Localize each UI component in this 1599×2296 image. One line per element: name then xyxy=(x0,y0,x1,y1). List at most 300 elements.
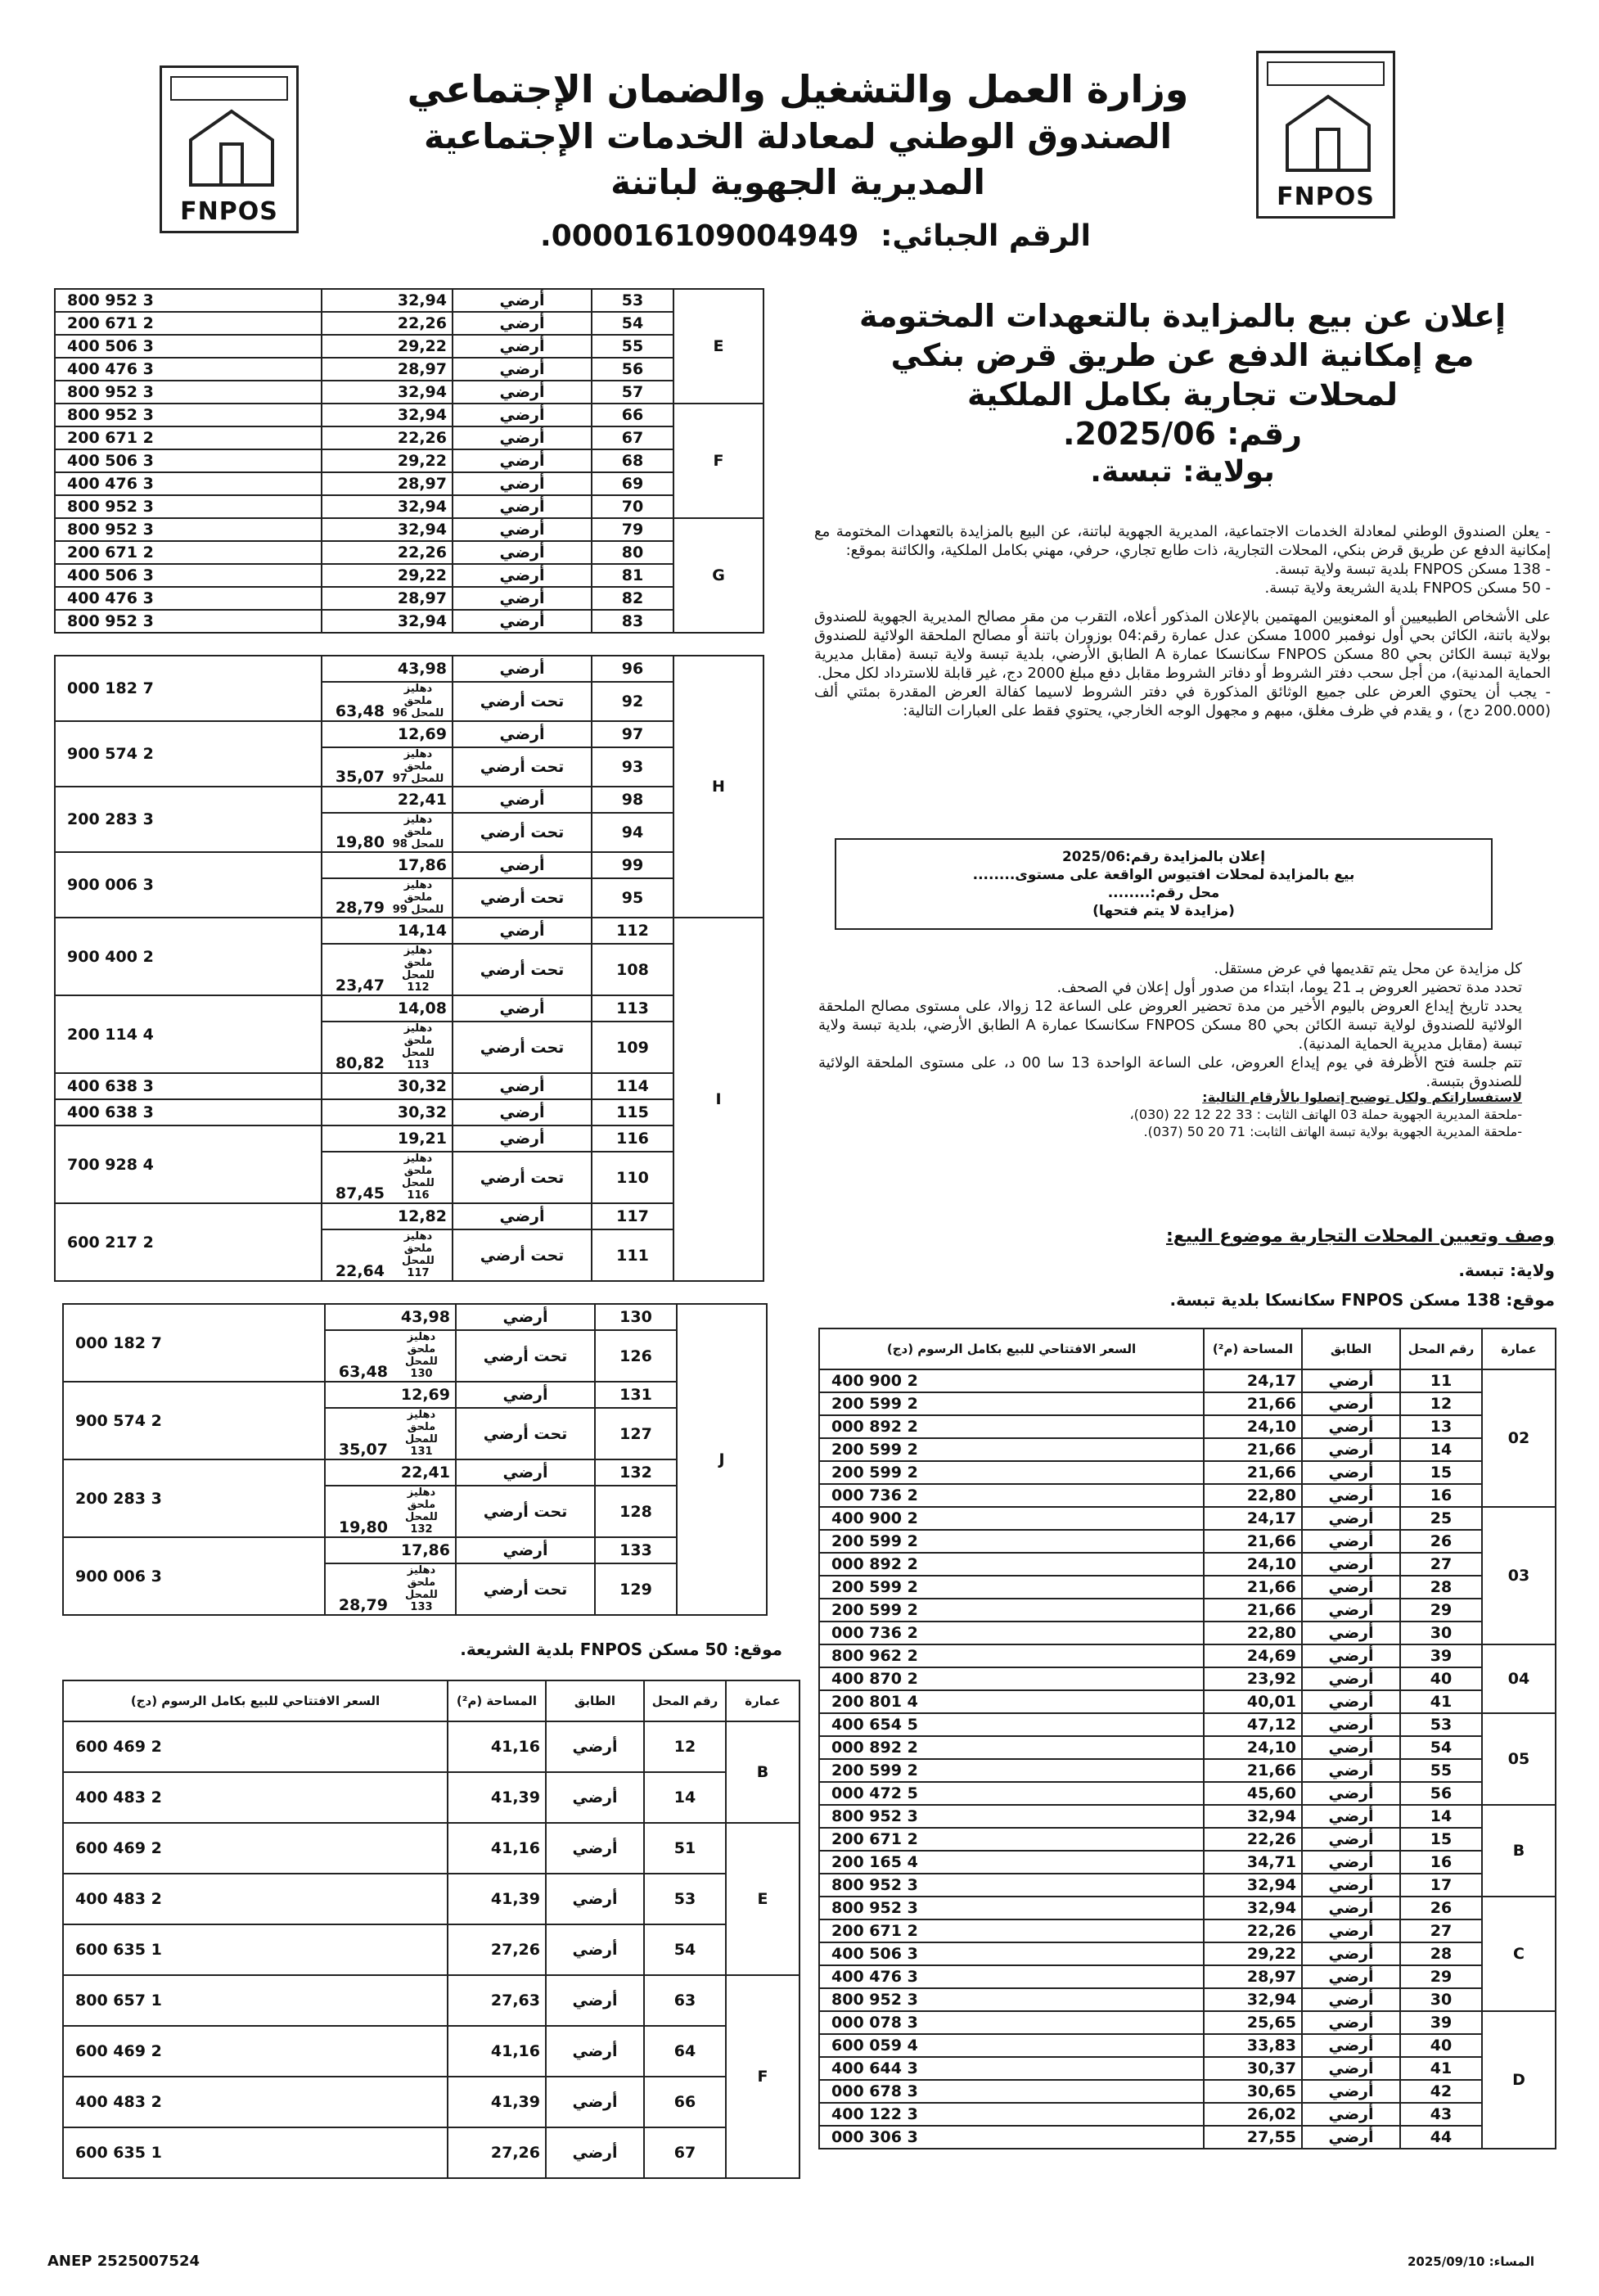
area-cell: 21,66 xyxy=(1204,1759,1302,1782)
floor-cell: أرضي xyxy=(456,1459,595,1486)
table-buildings-hi xyxy=(54,655,764,1282)
floor-cell: أرضي xyxy=(1302,1942,1400,1965)
table-row xyxy=(819,1919,1556,1942)
shop-number-cell: 15 xyxy=(1400,1828,1482,1851)
floor-cell: أرضي xyxy=(453,472,592,495)
floor-cell: أرضي xyxy=(1302,1599,1400,1622)
floor-cell: أرضي xyxy=(1302,2080,1400,2103)
building-cell: 04 xyxy=(1482,1644,1556,1713)
area-cell: 32,94 xyxy=(322,381,453,404)
area-cell: 24,10 xyxy=(1204,1553,1302,1576)
price-cell: 2 574 900 xyxy=(63,1382,325,1459)
price-cell: 3 122 400 xyxy=(819,2103,1204,2126)
floor-cell: أرضي xyxy=(1302,1828,1400,1851)
description-title: وصف وتعيين المحلات التجارية موضوع البيع: xyxy=(1165,1226,1555,1247)
table-building-j xyxy=(62,1303,768,1616)
shop-number-cell: 53 xyxy=(592,289,673,312)
floor-cell: أرضي xyxy=(546,1721,644,1772)
shop-number-cell: 57 xyxy=(592,381,673,404)
logo-text: FNPOS xyxy=(180,197,278,226)
shop-number-cell: 128 xyxy=(595,1486,677,1537)
shop-number-cell: 40 xyxy=(1400,2034,1482,2057)
shop-number-cell: 16 xyxy=(1400,1484,1482,1507)
price-cell: 2 892 000 xyxy=(819,1415,1204,1438)
shop-number-cell: 95 xyxy=(592,878,673,918)
price-cell: 2 599 200 xyxy=(819,1438,1204,1461)
shop-number-cell: 67 xyxy=(592,426,673,449)
shop-number-cell: 29 xyxy=(1400,1965,1482,1988)
table-header-cell: الطابق xyxy=(1302,1328,1400,1369)
floor-cell: أرضي xyxy=(546,1975,644,2026)
area-cell: 33,83 xyxy=(1204,2034,1302,2057)
house-logo-icon xyxy=(187,107,277,189)
shop-number-cell: 55 xyxy=(592,335,673,358)
area-cell: 40,01 xyxy=(1204,1690,1302,1713)
annex-area: 28,79 xyxy=(335,899,385,917)
table-row xyxy=(63,2077,800,2127)
area-cell xyxy=(322,1022,453,1073)
building-cell: E xyxy=(726,1823,800,1975)
price-cell: 3 476 400 xyxy=(55,472,322,495)
shop-number-cell: 56 xyxy=(1400,1782,1482,1805)
area-cell: 43,98 xyxy=(325,1304,456,1330)
shop-number-cell: 14 xyxy=(644,1772,726,1823)
shop-number-cell: 25 xyxy=(1400,1507,1482,1530)
area-cell: 22,41 xyxy=(325,1459,456,1486)
shop-number-cell: 14 xyxy=(1400,1438,1482,1461)
price-cell: 3 506 400 xyxy=(55,449,322,472)
area-cell: 43,98 xyxy=(322,656,453,682)
price-cell: 4 059 600 xyxy=(819,2034,1204,2057)
shop-number-cell: 94 xyxy=(592,813,673,852)
price-cell: 2 736 000 xyxy=(819,1484,1204,1507)
annex-note: دهليز ملحق للمحل 113 xyxy=(402,1022,435,1071)
price-cell: 3 952 800 xyxy=(819,1988,1204,2011)
price-cell: 4 801 200 xyxy=(819,1690,1204,1713)
floor-cell: أرضي xyxy=(1302,1369,1400,1392)
table-row xyxy=(55,518,763,541)
floor-cell: تحت أرضي xyxy=(456,1330,595,1382)
price-cell: 3 476 400 xyxy=(55,358,322,381)
area-cell xyxy=(325,1486,456,1537)
price-cell: 3 952 800 xyxy=(819,1805,1204,1828)
annex-area: 63,48 xyxy=(335,702,385,720)
floor-cell: أرضي xyxy=(1302,1965,1400,1988)
shop-number-cell: 29 xyxy=(1400,1599,1482,1622)
table-row xyxy=(819,1736,1556,1759)
notice-title: إعلان عن بيع بالمزايدة بالتعهدات المختومة مع إمكانية الدفع عن طريق قرض بنكي لمحلات تجارية بكامل الملكية رقم: 2025/06. بولاية: تبسة. xyxy=(859,298,1506,489)
price-cell: 2 599 200 xyxy=(819,1599,1204,1622)
price-cell: 7 182 000 xyxy=(55,656,322,721)
building-cell: 02 xyxy=(1482,1369,1556,1507)
table-row xyxy=(55,472,763,495)
area-cell: 12,69 xyxy=(325,1382,456,1408)
area-cell: 22,80 xyxy=(1204,1622,1302,1644)
shop-number-cell: 69 xyxy=(592,472,673,495)
table-row xyxy=(55,404,763,426)
table-row xyxy=(63,1382,767,1408)
shop-number-cell: 15 xyxy=(1400,1461,1482,1484)
notice-bullets: كل مزايدة عن محل يتم تقديمها في عرض مستقل. تحدد مدة تحضير العروض بـ 21 يوما، ابتداء من صدور أول إعلان في الصحف. يحدد تاريخ إيداع العروض باليوم الأخير من مدة تحضير العروض على الساعة 12 زوالا، على مستوى مصالح الملحقة الولائية للصندوق لولاية تبسة الكائن بحي 80 مسكن FNPOS سكانسكا عمارة A الطابق الأرضي، بلدية تبسة ولاية تبسة (مقابل مديرية الحماية المدنية). تتم جلسة فتح الأظرفة في يوم إيداع العروض، على الساعة الواحدة 13 سا 00 د، على مستوى الملحقة الولائية للصندوق بتبسة. xyxy=(818,960,1522,1090)
area-cell: 32,94 xyxy=(1204,1874,1302,1897)
shop-number-cell: 130 xyxy=(595,1304,677,1330)
fnpos-logo-right xyxy=(1256,51,1395,219)
table-header-row xyxy=(819,1328,1556,1369)
shop-number-cell: 110 xyxy=(592,1152,673,1203)
table-row xyxy=(55,426,763,449)
table-row xyxy=(819,1782,1556,1805)
price-cell: 2 483 400 xyxy=(63,1874,448,1924)
floor-cell: تحت أرضي xyxy=(453,1152,592,1203)
floor-cell: أرضي xyxy=(546,1924,644,1975)
area-cell: 25,65 xyxy=(1204,2011,1302,2034)
price-cell: 3 006 900 xyxy=(63,1537,325,1615)
table-row xyxy=(819,2080,1556,2103)
building-cell: E xyxy=(673,289,763,404)
table-row xyxy=(819,1438,1556,1461)
floor-cell: أرضي xyxy=(453,995,592,1022)
price-cell: 2 469 600 xyxy=(63,1823,448,1874)
building-cell: B xyxy=(726,1721,800,1823)
area-cell: 45,60 xyxy=(1204,1782,1302,1805)
shop-number-cell: 64 xyxy=(644,2026,726,2077)
area-cell: 14,08 xyxy=(322,995,453,1022)
building-cell: C xyxy=(1482,1897,1556,2011)
area-cell: 21,66 xyxy=(1204,1576,1302,1599)
shop-number-cell: 98 xyxy=(592,787,673,813)
floor-cell: تحت أرضي xyxy=(453,944,592,995)
floor-cell: أرضي xyxy=(1302,1736,1400,1759)
price-cell: 3 952 800 xyxy=(55,610,322,633)
shop-number-cell: 54 xyxy=(644,1924,726,1975)
floor-cell: أرضي xyxy=(1302,1988,1400,2011)
shop-number-cell: 27 xyxy=(1400,1919,1482,1942)
area-cell xyxy=(322,682,453,721)
area-cell: 17,86 xyxy=(322,852,453,878)
shop-number-cell: 68 xyxy=(592,449,673,472)
floor-cell: أرضي xyxy=(1302,1461,1400,1484)
price-cell: 2 599 200 xyxy=(819,1530,1204,1553)
notice-body: - يعلن الصندوق الوطني لمعادلة الخدمات الاجتماعية، المديرية الجهوية لباتنة، عن البيع بالمزايدة بالتعهدات المختومة مع إمكانية الدفع عن طريق قرض بنكي، المحلات التجارية، ذات طابع تجاري، حرفي، مهني بكامل الملكية، والكائنة بموقع: - 138 مسكن FNPOS بلدية تبسة ولاية تبسة. - 50 مسكن FNPOS بلدية الشريعة ولاية تبسة. على الأشخاص الطبيعيين أو المعنويين المهتمين بالإعلان المذكور أعلاه، التقرب من مقر مصالح المديرية الجهوية للصندوق بولاية باتنة، الكائن بحي أول نوفمبر 1000 مسكن عدل عمارة رقم:04 بوزوران باتنة أو مصالح الملحقة الولائية للصندوق بولاية تبسة الكائن بحي 80 مسكن FNPOS سكانسكا عمارة A الطابق الأرضي، بلدية تبسة ولاية تبسة (مقابل مديرية الحماية المدنية)، من أجل سحب دفتر الشروط أو دفاتر الشروط مقابل دفع مبلغ 2000 دج، غير قابلة للاسترداد لكل محل. - يجب أن يحتوي العرض على جميع الوثائق المذكورة في دفتر الشروط لاسيما كفالة العرض المقدرة بمئتي ألف (200.000 دج) ، و يقدم في ظرف مغلق، مبهم و مجهول الوجه الخارجي، يحتوي فقط على العبارات التالية: xyxy=(814,523,1552,719)
floor-cell: تحت أرضي xyxy=(453,682,592,721)
floor-cell: أرضي xyxy=(1302,1576,1400,1599)
floor-cell: أرضي xyxy=(546,2026,644,2077)
area-cell: 32,94 xyxy=(1204,1988,1302,2011)
table-row xyxy=(819,1553,1556,1576)
table-row xyxy=(55,1099,763,1125)
price-cell: 2 483 400 xyxy=(63,2077,448,2127)
price-cell: 2 599 200 xyxy=(819,1392,1204,1415)
annex-note: دهليز ملحق للمحل 132 xyxy=(405,1486,438,1536)
shop-number-cell: 97 xyxy=(592,721,673,747)
table-row xyxy=(819,1644,1556,1667)
shop-number-cell: 63 xyxy=(644,1975,726,2026)
building-cell: D xyxy=(1482,2011,1556,2149)
shop-number-cell: 28 xyxy=(1400,1942,1482,1965)
shop-number-cell: 53 xyxy=(1400,1713,1482,1736)
table-row xyxy=(55,721,763,747)
annex-area: 63,48 xyxy=(338,1363,388,1381)
floor-cell: تحت أرضي xyxy=(453,1229,592,1281)
table-header-cell: المساحة (م²) xyxy=(448,1680,546,1721)
floor-cell: أرضي xyxy=(1302,1392,1400,1415)
area-cell: 30,32 xyxy=(322,1073,453,1099)
shop-number-cell: 93 xyxy=(592,747,673,787)
price-cell: 2 671 200 xyxy=(819,1919,1204,1942)
table-row xyxy=(55,335,763,358)
area-cell xyxy=(325,1408,456,1459)
shop-number-cell: 115 xyxy=(592,1099,673,1125)
shop-number-cell: 92 xyxy=(592,682,673,721)
floor-cell: أرضي xyxy=(1302,1805,1400,1828)
area-cell: 41,39 xyxy=(448,1874,546,1924)
price-cell: 2 671 200 xyxy=(55,426,322,449)
table-row xyxy=(819,2034,1556,2057)
table-50-housing xyxy=(62,1680,800,2179)
area-cell: 29,22 xyxy=(1204,1942,1302,1965)
floor-cell: أرضي xyxy=(1302,1438,1400,1461)
shop-number-cell: 40 xyxy=(1400,1667,1482,1690)
price-cell: 3 952 800 xyxy=(55,404,322,426)
building-cell: G xyxy=(673,518,763,633)
table-row xyxy=(63,2127,800,2178)
area-cell: 27,55 xyxy=(1204,2126,1302,2149)
area-cell: 32,94 xyxy=(322,495,453,518)
price-cell: 3 506 400 xyxy=(55,564,322,587)
table-row xyxy=(55,918,763,944)
table-row xyxy=(819,1713,1556,1736)
table-row xyxy=(819,1874,1556,1897)
area-cell xyxy=(322,813,453,852)
logo-text: FNPOS xyxy=(1277,183,1375,211)
floor-cell: أرضي xyxy=(453,1125,592,1152)
price-cell: 3 952 800 xyxy=(55,289,322,312)
table-row xyxy=(819,1828,1556,1851)
area-cell: 34,71 xyxy=(1204,1851,1302,1874)
price-cell: 3 283 200 xyxy=(55,787,322,852)
floor-cell: أرضي xyxy=(453,404,592,426)
area-cell: 21,66 xyxy=(1204,1392,1302,1415)
table-row xyxy=(63,1772,800,1823)
floor-cell: تحت أرضي xyxy=(453,747,592,787)
floor-cell: أرضي xyxy=(456,1304,595,1330)
floor-cell: أرضي xyxy=(453,541,592,564)
floor-cell: أرضي xyxy=(453,289,592,312)
floor-cell: أرضي xyxy=(1302,1690,1400,1713)
building-cell: H xyxy=(673,656,763,918)
area-cell: 30,37 xyxy=(1204,2057,1302,2080)
area-cell: 24,10 xyxy=(1204,1736,1302,1759)
floor-cell: أرضي xyxy=(546,1772,644,1823)
floor-cell: أرضي xyxy=(456,1382,595,1408)
table-row xyxy=(819,1942,1556,1965)
price-cell: 3 678 000 xyxy=(819,2080,1204,2103)
area-cell: 12,82 xyxy=(322,1203,453,1229)
table-row xyxy=(819,1530,1556,1553)
area-cell xyxy=(325,1563,456,1615)
floor-cell: أرضي xyxy=(456,1537,595,1563)
shop-number-cell: 112 xyxy=(592,918,673,944)
floor-cell: أرضي xyxy=(453,564,592,587)
price-cell: 4 165 200 xyxy=(819,1851,1204,1874)
area-cell: 28,97 xyxy=(322,472,453,495)
area-cell: 24,69 xyxy=(1204,1644,1302,1667)
floor-cell: أرضي xyxy=(453,787,592,813)
floor-cell: أرضي xyxy=(546,1874,644,1924)
fund-title: الصندوق الوطني لمعادلة الخدمات الإجتماعية xyxy=(424,116,1172,156)
table-header-cell: السعر الافتتاحي للبيع بكامل الرسوم (دج) xyxy=(63,1680,448,1721)
table-header-cell: رقم المحل xyxy=(644,1680,726,1721)
annex-note: دهليز ملحق للمحل 99 xyxy=(392,879,444,916)
table-row xyxy=(819,2103,1556,2126)
floor-cell: أرضي xyxy=(1302,1782,1400,1805)
table-row xyxy=(55,358,763,381)
floor-cell: أرضي xyxy=(453,495,592,518)
floor-cell: أرضي xyxy=(1302,1667,1400,1690)
shop-number-cell: 17 xyxy=(1400,1874,1482,1897)
area-cell: 27,26 xyxy=(448,2127,546,2178)
area-cell: 23,92 xyxy=(1204,1667,1302,1690)
area-cell: 30,65 xyxy=(1204,2080,1302,2103)
floor-cell: أرضي xyxy=(1302,1874,1400,1897)
table-row xyxy=(819,1484,1556,1507)
area-cell: 17,86 xyxy=(325,1537,456,1563)
table-row xyxy=(819,1851,1556,1874)
annex-note: دهليز ملحق للمحل 98 xyxy=(392,814,444,850)
price-cell: 3 006 900 xyxy=(55,852,322,918)
price-cell: 3 952 800 xyxy=(55,381,322,404)
area-cell: 22,26 xyxy=(1204,1919,1302,1942)
shop-number-cell: 12 xyxy=(644,1721,726,1772)
price-cell: 2 574 900 xyxy=(55,721,322,787)
table-row xyxy=(819,1369,1556,1392)
price-cell: 3 506 400 xyxy=(55,335,322,358)
table-row xyxy=(819,1667,1556,1690)
price-cell: 5 654 400 xyxy=(819,1713,1204,1736)
area-cell: 21,66 xyxy=(1204,1438,1302,1461)
floor-cell: أرضي xyxy=(1302,1415,1400,1438)
area-cell: 21,66 xyxy=(1204,1599,1302,1622)
area-cell xyxy=(322,944,453,995)
shop-number-cell: 54 xyxy=(592,312,673,335)
annex-area: 35,07 xyxy=(335,768,385,786)
table-row xyxy=(63,1874,800,1924)
shop-number-cell: 82 xyxy=(592,587,673,610)
shop-number-cell: 12 xyxy=(1400,1392,1482,1415)
table-row xyxy=(819,1576,1556,1599)
table-row xyxy=(63,1975,800,2026)
price-cell: 2 870 400 xyxy=(819,1667,1204,1690)
table-138-housing xyxy=(818,1328,1556,2149)
annex-note: دهليز ملحق للمحل 96 xyxy=(392,683,444,719)
area-cell xyxy=(322,878,453,918)
annex-area: 35,07 xyxy=(338,1441,388,1459)
shop-number-cell: 55 xyxy=(1400,1759,1482,1782)
floor-cell: أرضي xyxy=(1302,1553,1400,1576)
area-cell xyxy=(322,1152,453,1203)
price-cell: 1 635 600 xyxy=(63,2127,448,2178)
footer-date: المساء: 2025/09/10 xyxy=(1408,2254,1535,2269)
floor-cell: أرضي xyxy=(453,426,592,449)
table-row xyxy=(819,1507,1556,1530)
building-cell: J xyxy=(677,1304,767,1615)
price-cell: 3 078 000 xyxy=(819,2011,1204,2034)
table-row xyxy=(55,587,763,610)
price-cell: 2 900 400 xyxy=(819,1369,1204,1392)
table-row xyxy=(63,1304,767,1330)
ministry-title: وزارة العمل والتشغيل والضمان الإجتماعي xyxy=(407,67,1189,111)
table-header-cell: المساحة (م²) xyxy=(1204,1328,1302,1369)
area-cell: 28,97 xyxy=(322,358,453,381)
price-cell: 3 476 400 xyxy=(55,587,322,610)
shop-number-cell: 113 xyxy=(592,995,673,1022)
floor-cell: أرضي xyxy=(1302,1644,1400,1667)
floor-cell: أرضي xyxy=(1302,1759,1400,1782)
area-cell: 22,26 xyxy=(1204,1828,1302,1851)
floor-cell: أرضي xyxy=(1302,2057,1400,2080)
price-cell: 3 476 400 xyxy=(819,1965,1204,1988)
shop-number-cell: 80 xyxy=(592,541,673,564)
area-cell: 32,94 xyxy=(322,289,453,312)
floor-cell: تحت أرضي xyxy=(456,1563,595,1615)
shop-number-cell: 41 xyxy=(1400,1690,1482,1713)
area-cell: 26,02 xyxy=(1204,2103,1302,2126)
price-cell: 3 952 800 xyxy=(819,1874,1204,1897)
price-cell: 3 506 400 xyxy=(819,1942,1204,1965)
annex-area: 22,64 xyxy=(335,1262,385,1280)
price-cell: 2 469 600 xyxy=(63,2026,448,2077)
shop-number-cell: 129 xyxy=(595,1563,677,1615)
area-cell: 32,94 xyxy=(322,610,453,633)
table-row xyxy=(55,564,763,587)
table-row xyxy=(63,2026,800,2077)
shop-number-cell: 27 xyxy=(1400,1553,1482,1576)
shop-number-cell: 42 xyxy=(1400,2080,1482,2103)
floor-cell: أرضي xyxy=(1302,2126,1400,2149)
area-cell xyxy=(325,1330,456,1382)
table-row xyxy=(63,1721,800,1772)
floor-cell: أرضي xyxy=(453,381,592,404)
area-cell: 22,26 xyxy=(322,541,453,564)
shop-number-cell: 70 xyxy=(592,495,673,518)
area-cell: 27,26 xyxy=(448,1924,546,1975)
area-cell: 32,94 xyxy=(1204,1897,1302,1919)
price-cell: 7 182 000 xyxy=(63,1304,325,1382)
table-row xyxy=(63,1924,800,1975)
shop-number-cell: 16 xyxy=(1400,1851,1482,1874)
annex-area: 23,47 xyxy=(335,977,385,995)
area-cell: 28,97 xyxy=(1204,1965,1302,1988)
floor-cell: أرضي xyxy=(453,1099,592,1125)
table-row xyxy=(819,1759,1556,1782)
shop-number-cell: 56 xyxy=(592,358,673,381)
floor-cell: أرضي xyxy=(1302,1713,1400,1736)
area-cell: 41,39 xyxy=(448,2077,546,2127)
table-row xyxy=(819,1690,1556,1713)
table-row xyxy=(55,787,763,813)
table-row xyxy=(55,610,763,633)
area-cell: 22,26 xyxy=(322,312,453,335)
floor-cell: أرضي xyxy=(453,1203,592,1229)
area-cell: 21,66 xyxy=(1204,1461,1302,1484)
area-cell: 22,80 xyxy=(1204,1484,1302,1507)
floor-cell: أرضي xyxy=(1302,2103,1400,2126)
table-row xyxy=(819,1965,1556,1988)
floor-cell: تحت أرضي xyxy=(456,1486,595,1537)
price-cell: 4 114 200 xyxy=(55,995,322,1073)
shop-number-cell: 111 xyxy=(592,1229,673,1281)
shop-number-cell: 14 xyxy=(1400,1805,1482,1828)
